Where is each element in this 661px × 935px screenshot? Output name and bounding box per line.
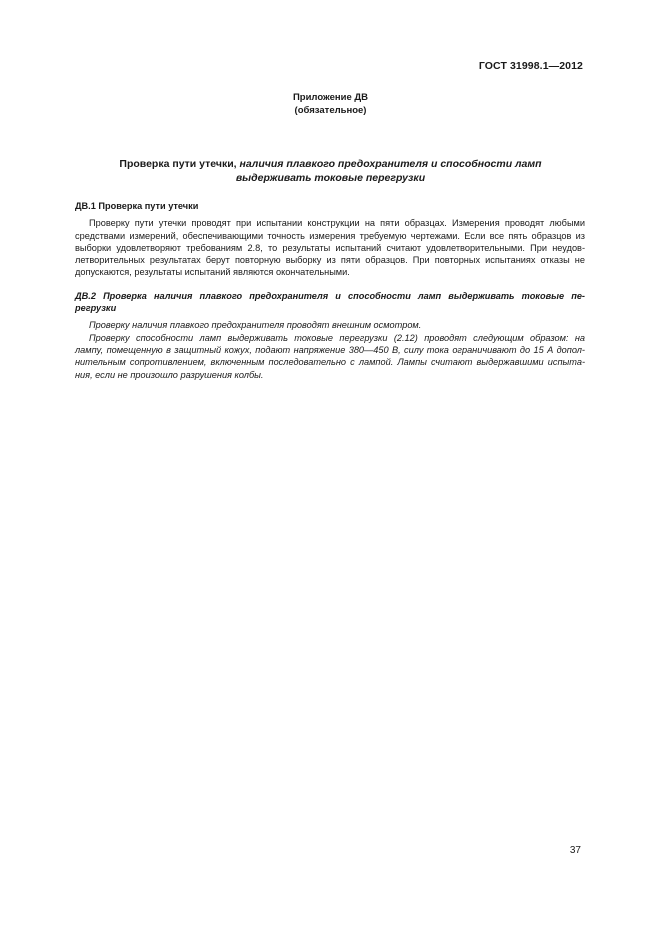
section-2-line: Проверку способности ламп выдерживать токовые перегрузки (2.12) проводят следующим образом: на <box>89 332 585 343</box>
section-2-line: Проверку наличия плавкого предохранителя проводят внешним осмотром. <box>89 320 422 331</box>
appendix-status: (обязательное) <box>294 104 367 116</box>
appendix-title: Приложение ДВ <box>292 92 369 103</box>
document-body <box>75 200 585 381</box>
appendix-heading <box>0 92 661 117</box>
section-2-paragraph-2 <box>75 332 585 381</box>
section-2-line: ния, если не произошло разрушения колбы. <box>75 369 264 380</box>
document-code: ГОСТ 31998.1—2012 <box>478 60 583 72</box>
section-1-line: летворительных результатах берут повторную выборку из пяти образцов. При повторных испытаниях отказы не <box>75 255 585 266</box>
section-2-line: лампу, помещенную в защитный кожух, подают напряжение 380—450 В, силу тока ограничивают до 15 А допол- <box>75 344 585 355</box>
appendix-main-title <box>60 157 601 185</box>
main-title-italic-1: наличия плавкого предохранителя и способности ламп <box>239 158 542 170</box>
section-2-heading-line-1: ДВ.2 Проверка наличия плавкого предохранителя и способности ламп выдерживать токовые пе- <box>75 290 585 301</box>
page-number: 37 <box>569 845 581 856</box>
section-1-paragraph <box>75 217 585 278</box>
section-1-line: Проверку пути утечки проводят при испытании конструкции на пяти образцах. Измерения проводят любыми <box>89 218 585 229</box>
section-1-line: выборки удовлетворяют требованиям 2.8, то результаты испытаний считают удовлетворительными. При неудов- <box>75 242 585 253</box>
main-title-line-1 <box>60 157 601 171</box>
section-2-heading-line-2: регрузки <box>75 303 117 314</box>
section-2-heading <box>75 290 585 315</box>
section-1-line: допускаются, результаты испытаний являются окончательными. <box>75 267 350 278</box>
section-1-line: средствами измерений, обеспечивающими точность измерения требуемую чертежами. Если все пять образцов из <box>75 230 585 241</box>
section-2-line: нительным сопротивлением, включенным последовательно с лампой. Лампы считают выдержавшими испыта- <box>75 357 585 368</box>
section-2-paragraph-1 <box>75 319 585 331</box>
main-title-plain: Проверка пути утечки, <box>119 158 240 170</box>
section-1-heading: ДВ.1 Проверка пути утечки <box>75 201 199 211</box>
main-title-italic-2: выдерживать токовые перегрузки <box>235 172 426 184</box>
